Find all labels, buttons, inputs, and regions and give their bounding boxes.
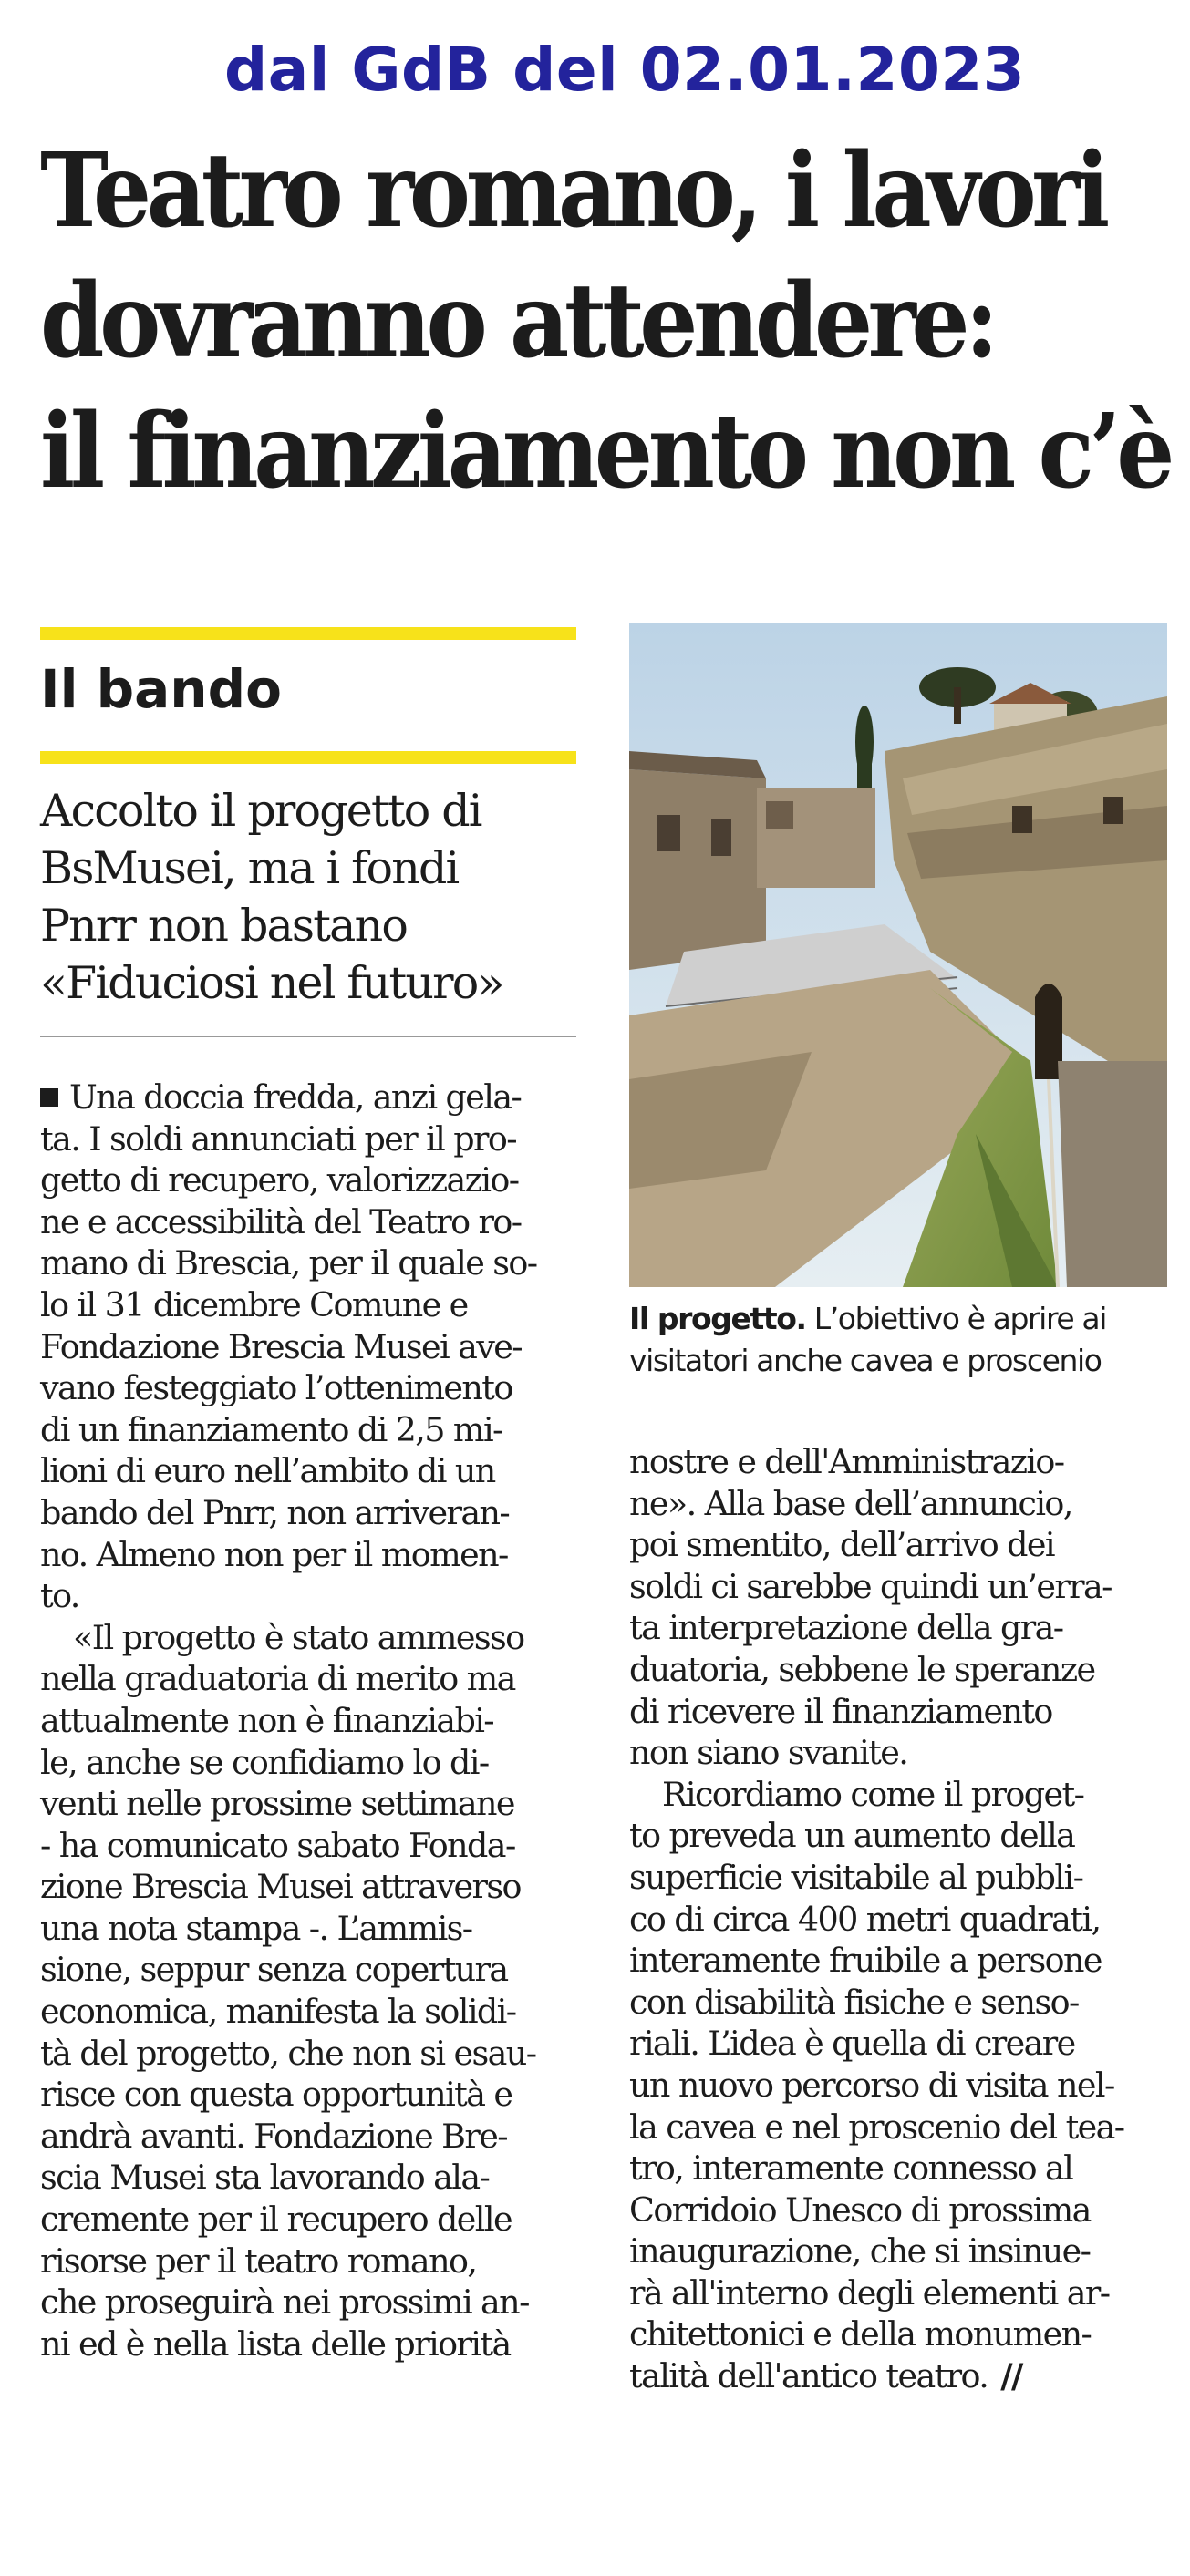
section-rule-bottom (40, 751, 576, 764)
body-line: Una doccia fredda, anzi gela- (40, 1077, 578, 1118)
body-line: superficie visitabile al pubbli- (629, 1857, 1083, 1897)
body-line: di un finanziamento di 2,5 mi- (40, 1409, 502, 1449)
body-line: andrà avanti. Fondazione Bre- (40, 2116, 507, 2156)
body-line: risce con questa opportunità e (40, 2075, 512, 2115)
end-mark: // (1000, 2356, 1022, 2396)
body-line: venti nelle prossime settimane (40, 1784, 514, 1824)
body-line: talità dell'antico teatro. // (629, 2356, 1022, 2396)
body-line: rà all'interno degli elementi ar- (629, 2272, 1110, 2313)
body-line: getto di recupero, valorizzazio- (40, 1160, 519, 1200)
body-line: attualmente non è finanziabi- (40, 1700, 494, 1740)
headline-line: il finanziamento non c’è (40, 392, 1170, 511)
subheadline (40, 782, 587, 1012)
body-line: un nuovo percorso di visita nel- (629, 2065, 1114, 2105)
body-line: riali. L’idea è quella di creare (629, 2024, 1075, 2064)
body-line: con disabilità fisiche e senso- (629, 1982, 1079, 2022)
body-line: soldi ci sarebbe quindi un’erra- (629, 1566, 1112, 1606)
headline-line: Teatro romano, i lavori (40, 131, 1105, 251)
bullet-square-icon (40, 1088, 58, 1107)
body-line: la cavea e nel proscenio del tea- (629, 2107, 1124, 2147)
body-line: mano di Brescia, per il quale so- (40, 1243, 537, 1283)
subhead-line: «Fiduciosi nel futuro» (40, 957, 503, 1009)
body-line: interamente fruibile a persone (629, 1941, 1102, 1981)
body-line: ne». Alla base dell’annuncio, (629, 1483, 1072, 1523)
body-line: lioni di euro nell’ambito di un (40, 1451, 495, 1491)
theatre-photo (629, 623, 1167, 1287)
subhead-line: Pnrr non bastano (40, 900, 408, 952)
photo-caption (629, 1298, 1176, 1382)
body-line: co di circa 400 metri quadrati, (629, 1899, 1101, 1939)
subhead-line: Accolto il progetto di (40, 785, 481, 837)
article-column-right (629, 1441, 1167, 2397)
body-line: «Il progetto è stato ammesso (73, 1617, 524, 1657)
body-line: to preveda un aumento della (629, 1816, 1075, 1856)
body-line: che proseguirà nei prossimi an- (40, 2282, 529, 2323)
body-line: una nota stampa -. L’ammis- (40, 1908, 472, 1948)
body-line: Fondazione Brescia Musei ave- (40, 1326, 523, 1366)
section-rule-top (40, 627, 576, 640)
divider (40, 1036, 576, 1037)
body-line: inaugurazione, che si insinue- (629, 2231, 1091, 2272)
body-line: bando del Pnrr, non arriveran- (40, 1492, 510, 1532)
body-line: cremente per il recupero delle (40, 2200, 512, 2240)
caption-text: L’obiettivo è aprire ai (813, 1301, 1106, 1336)
body-line: ta interpretazione della gra- (629, 1608, 1063, 1648)
body-line: non siano svanite. (629, 1733, 908, 1773)
body-line: poi smentito, dell’arrivo dei (629, 1525, 1054, 1565)
article-column-left (40, 1077, 578, 2365)
body-line: di ricevere il finanziamento (629, 1691, 1052, 1731)
headline (40, 126, 1170, 517)
caption-text-line2: visitatori anche cavea e proscenio (629, 1343, 1102, 1378)
body-line: risorse per il teatro romano, (40, 2241, 477, 2281)
body-line: vano festeggiato l’ottenimento (40, 1368, 512, 1408)
body-line: Ricordiamo come il proget- (662, 1774, 1084, 1814)
body-line: nostre e dell'Amministrazio- (629, 1442, 1064, 1481)
body-line: sione, seppur senza copertura (40, 1950, 508, 1990)
body-line: Corridoio Unesco di prossima (629, 2190, 1091, 2230)
body-line: chitettonici e della monumen- (629, 2314, 1092, 2354)
body-line: scia Musei sta lavorando ala- (40, 2158, 490, 2198)
body-line: no. Almeno non per il momen- (40, 1534, 508, 1574)
body-line: le, anche se confidiamo lo di- (40, 1742, 489, 1782)
body-line: to. (40, 1576, 79, 1616)
body-line: - ha comunicato sabato Fonda- (40, 1825, 515, 1865)
subhead-line: BsMusei, ma i fondi (40, 842, 459, 894)
body-line: nella graduatoria di merito ma (40, 1659, 515, 1699)
body-line: lo il 31 dicembre Comune e (40, 1284, 468, 1324)
source-tag: dal GdB del 02.01.2023 (224, 35, 1026, 105)
headline-line: dovranno attendere: (40, 262, 994, 381)
caption-lead: Il progetto. (629, 1301, 806, 1336)
section-kicker: Il bando (40, 658, 282, 720)
body-line: economica, manifesta la solidi- (40, 1992, 516, 2032)
body-line: tà del progetto, che non si esau- (40, 2033, 536, 2073)
body-line: zione Brescia Musei attraverso (40, 1867, 521, 1907)
body-line: tro, interamente connesso al (629, 2148, 1073, 2189)
body-line: duatoria, sebbene le speranze (629, 1649, 1095, 1689)
body-line: ne e accessibilità del Teatro ro- (40, 1201, 522, 1242)
body-line: ta. I soldi annunciati per il pro- (40, 1118, 516, 1159)
body-line: ni ed è nella lista delle priorità (40, 2324, 511, 2364)
